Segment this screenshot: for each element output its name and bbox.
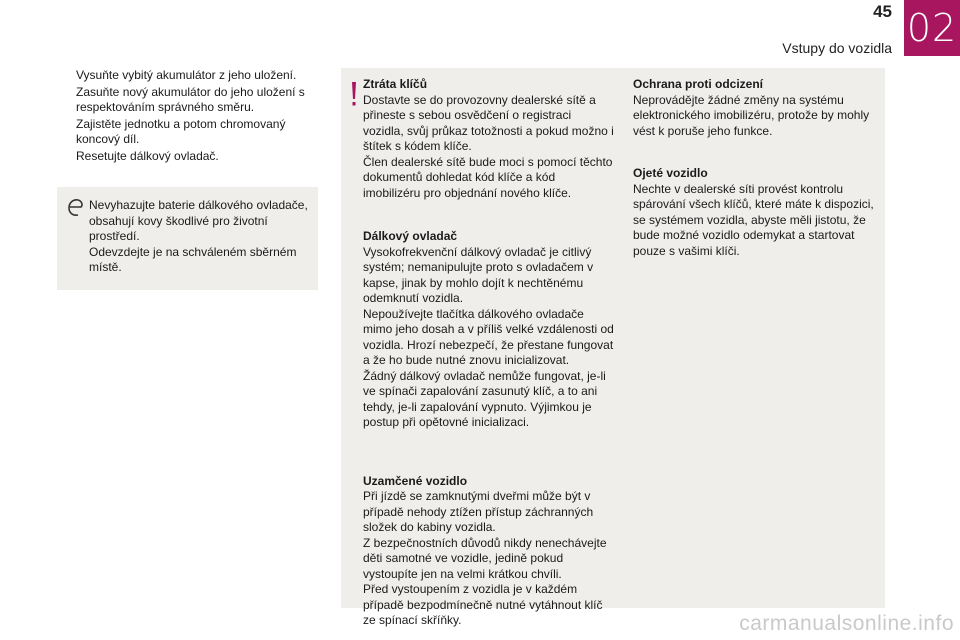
chapter-tab: 02 bbox=[904, 0, 960, 56]
step-text: Resetujte dálkový ovladač. bbox=[76, 148, 219, 163]
step-text: Zasuňte nový akumulátor do jeho uložení s respektováním správného směru. bbox=[76, 84, 305, 114]
step-text: Vysuňte vybitý akumulátor z jeho uložení. bbox=[76, 68, 297, 82]
eco-leaf-icon bbox=[65, 196, 87, 218]
list-item bbox=[57, 85, 319, 116]
eco-note-box bbox=[57, 187, 318, 290]
section-text: Dostavte se do provozovny dealerské sítě a přineste s sebou osvědčení o registraci vozidla, svůj průkaz totožnosti a pokud možno i štítek s kódem klíče. Člen dealerské sítě bude moci s pomocí těchto dokumentů dohledat kód klíče a kód imobilizéru pro objednání nového klíče. bbox=[363, 92, 614, 200]
list-item bbox=[57, 149, 319, 165]
battery-replacement-steps bbox=[57, 68, 319, 165]
section-text: Při jízdě se zamknutými dveřmi může být v případě nehody ztížen přístup záchranných složek do kabiny vozidla. Z bezpečnostních důvodů nikdy nenechávejte děti samotné ve vozidle, jedině pokud vystoupíte jen na velmi krátkou chvíli. Před vystoupením z vozidla je v každém případě bezpodmínečně nutné vytáhnout klíč ze spínací skříňky. bbox=[363, 489, 607, 627]
watermark: carmanualsonline.info bbox=[739, 612, 954, 635]
list-item bbox=[57, 117, 319, 148]
list-item bbox=[57, 68, 319, 84]
section-title: Ochrana proti odcizení bbox=[633, 77, 764, 91]
chapter-title: Vstupy do vozidla bbox=[782, 40, 892, 56]
section-used-vehicle bbox=[633, 166, 881, 259]
section-title: Ojeté vozidlo bbox=[633, 166, 708, 180]
pointer-icon bbox=[57, 68, 76, 84]
exclamation-icon bbox=[348, 80, 360, 108]
pointer-icon bbox=[57, 85, 76, 116]
step-text: Zajistěte jednotku a potom chromovaný koncový díl. bbox=[76, 116, 286, 146]
warning-box bbox=[341, 68, 885, 627]
section-title: Dálkový ovladač bbox=[363, 229, 458, 243]
section-theft-protection bbox=[633, 77, 881, 139]
section-title: Ztráta klíčů bbox=[363, 77, 428, 91]
eco-note-text: Nevyhazujte baterie dálkového ovladače, obsahují kovy škodlivé pro životní prostředí. Odevzdejte je na schváleném sběrném místě. bbox=[89, 198, 308, 274]
section-remote-control bbox=[363, 229, 615, 431]
page-number: 45 bbox=[873, 2, 892, 21]
pointer-icon bbox=[57, 149, 76, 165]
warning-column-left bbox=[363, 77, 615, 629]
section-text: Neprovádějte žádné změny na systému elektronického imobilizéru, protože by mohly vést k poruše jeho funkce. bbox=[633, 92, 870, 138]
section-title: Uzamčené vozidlo bbox=[363, 473, 468, 488]
warning-column-right bbox=[633, 77, 881, 259]
section-text: Vysokofrekvenční dálkový ovladač je citlivý systém; nemanipulujte proto s ovladačem v kapse, jinak by mohlo dojít k nechtěnému odemknutí vozidla. Nepoužívejte tlačítka dálkového ovladače mimo jeho dosah a v příliš velké vzdálenosti od vozidla. Hrozí nebezpečí, že přestane fungovat a že ho bude nutné znovu inicializovat. Žádný dálkový ovladač nemůže fungovat, je-li ve spínači zapalování zasunutý klíč, a to ani tehdy, je-li zapalování vypnuto. Výjimkou je postup při opětovné inicializaci. bbox=[363, 244, 614, 429]
section-locked-vehicle bbox=[363, 474, 615, 629]
section-text: Nechte v dealerské síti provést kontrolu spárování všech klíčů, které máte k dispozici, se systémem vozidla, abyste měli jistotu, že bude možné vozidlo odemykat a startovat pouze s vašimi klíči. bbox=[633, 181, 874, 258]
pointer-icon bbox=[57, 117, 76, 148]
section-lost-keys bbox=[363, 77, 615, 201]
